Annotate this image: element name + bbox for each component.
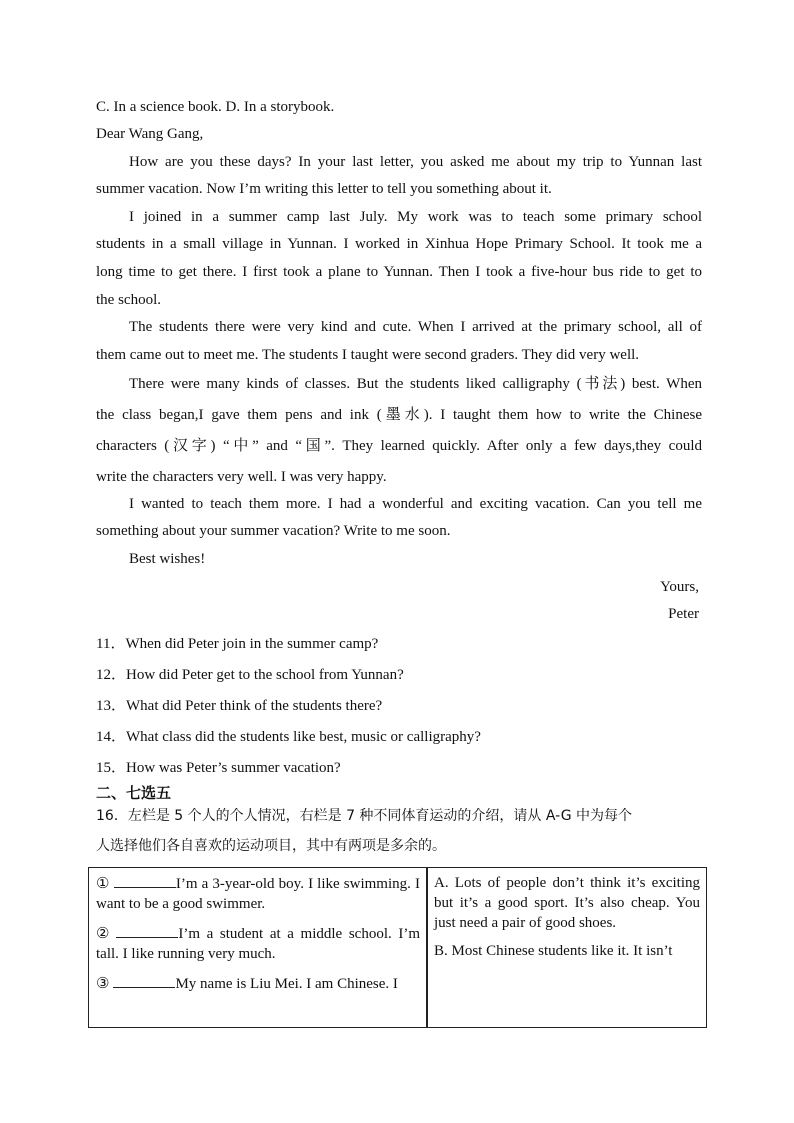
letter-salutation: Dear Wang Gang, <box>96 126 204 142</box>
previous-options: C. In a science book. D. In a storybook. <box>96 99 335 115</box>
question-number: 14． <box>96 729 127 745</box>
letter-closing: Best wishes! <box>129 551 206 567</box>
item-marker: ③ <box>96 976 110 992</box>
person-item <box>96 973 420 994</box>
paragraph-5-line-2: something about your summer vacation? Write to me soon. <box>96 523 451 539</box>
column-divider <box>426 868 428 1027</box>
paragraph-2-line-2: students in a small village in Yunnan. I worked in Xinhua Hope Primary School. It took me a <box>96 236 702 252</box>
question-12 <box>96 665 404 685</box>
question-text: What class did the students like best, music or calligraphy? <box>126 729 481 745</box>
question-15 <box>96 758 341 778</box>
question-number: 13． <box>96 698 127 714</box>
paragraph-2-line-1: I joined in a summer camp last July. My work was to teach some primary school <box>129 209 702 225</box>
answer-blank[interactable] <box>114 873 176 888</box>
question-number: 12． <box>96 667 127 683</box>
person-text: I’m a student at a middle school. I’m tall. I like running very much. <box>96 926 421 962</box>
letter-yours: Yours, <box>660 579 699 595</box>
answer-blank[interactable] <box>116 923 178 938</box>
item-marker: ② <box>96 926 113 942</box>
sport-option: B. Most Chinese students like it. It isn’t <box>434 943 673 959</box>
question-text: What did Peter think of the students there? <box>126 698 383 714</box>
question-16-line-2: 人选择他们各自喜欢的运动项目，其中有两项是多余的。 <box>96 838 446 854</box>
paragraph-4-line-1: There were many kinds of classes. But the students liked calligraphy (书法) best. When <box>129 376 702 392</box>
question-text: How did Peter get to the school from Yunnan? <box>126 667 404 683</box>
paragraph-4-line-2: the class began,I gave them pens and ink (墨水). I taught them how to write the Chinese <box>96 407 702 423</box>
question-number: 15． <box>96 760 127 776</box>
person-text: My name is Liu Mei. I am Chinese. I <box>175 976 398 992</box>
question-number: 11． <box>96 636 126 652</box>
question-13 <box>96 696 382 716</box>
item-marker: ① <box>96 876 110 892</box>
paragraph-1-line-1: How are you these days? In your last letter, you asked me about my trip to Yunnan last <box>129 154 702 170</box>
people-column <box>96 873 420 1003</box>
paragraph-2-line-3: long time to get there. I first took a plane to Yunnan. Then I took a five-hour bus ride to get to <box>96 264 702 280</box>
paragraph-3-line-1: The students there were very kind and cute. When I arrived at the primary school, all of <box>129 319 702 335</box>
question-14 <box>96 727 481 747</box>
paragraph-3-line-2: them came out to meet me. The students I taught were second graders. They did very well. <box>96 347 640 363</box>
question-11 <box>96 634 378 654</box>
paragraph-4-line-4: write the characters very well. I was very happy. <box>96 469 387 485</box>
paragraph-2-line-4: the school. <box>96 292 161 308</box>
section-title: 二、七选五 <box>96 784 172 802</box>
matching-table <box>88 867 707 1028</box>
person-item <box>96 873 420 914</box>
question-16-line-1: 16．左栏是 5 个人的个人情况，右栏是 7 种不同体育运动的介绍，请从 A-G 中为每个 <box>96 808 633 824</box>
question-text: How was Peter’s summer vacation? <box>126 760 341 776</box>
paragraph-4-line-3: characters (汉字) “中” and “国”. They learned quickly. After only a few days,they could <box>96 438 702 454</box>
sports-column <box>434 873 700 970</box>
answer-blank[interactable] <box>113 973 175 988</box>
paragraph-5-line-1: I wanted to teach them more. I had a wonderful and exciting vacation. Can you tell me <box>129 496 702 512</box>
person-text: I’m a 3-year-old boy. I like swimming. I want to be a good swimmer. <box>96 876 420 912</box>
person-item <box>96 923 420 964</box>
sport-option: A. Lots of people don’t think it’s exciting but it’s a good sport. It’s also cheap. You just need a pair of good shoes. <box>434 875 700 931</box>
paragraph-1-line-2: summer vacation. Now I’m writing this letter to tell you something about it. <box>96 181 552 197</box>
letter-signature: Peter <box>668 606 699 622</box>
question-text: When did Peter join in the summer camp? <box>125 636 379 652</box>
